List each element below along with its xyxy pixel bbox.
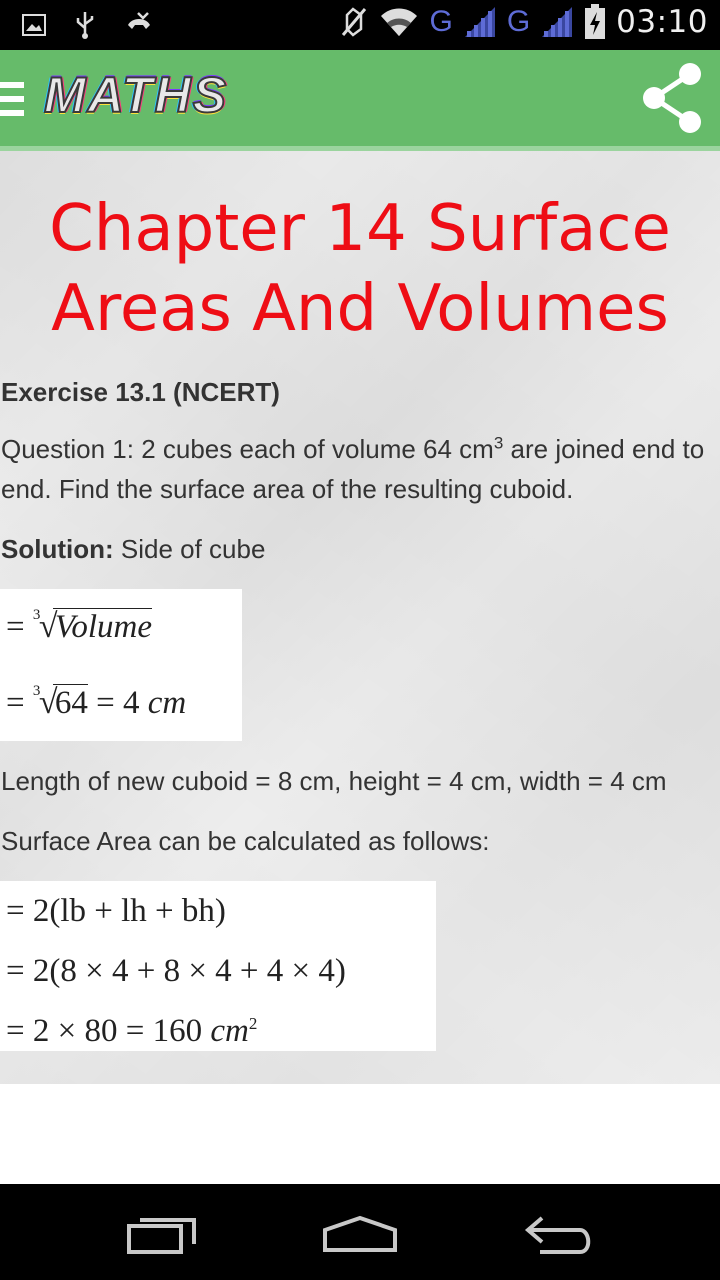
formula-line: = 3 √ 64 = 4 cm [6,683,187,721]
network-type-2: G [506,5,531,38]
network-type-1: G [429,5,453,38]
exercise-heading: Exercise 13.1 (NCERT) [1,377,280,407]
image-icon [22,14,46,36]
empty-area [0,1084,720,1184]
article-content[interactable] [0,151,720,1084]
formula-line: = 2 × 80 = 160 $cm^2$ [6,1013,258,1049]
status-bar [0,0,720,50]
missed-call-icon [124,11,154,39]
question-text: Question 1: 2 cubes each of volume 64 $cm^3$ are joined end to end. Find the surface area of the resulting cuboid. [1,433,705,504]
app-logo: MATHS [44,67,229,123]
back-icon[interactable] [524,1212,596,1260]
share-icon[interactable] [638,62,706,134]
mute-icon [339,5,369,39]
wifi-icon [379,6,419,38]
surface-area-intro: Surface Area can be calculated as follows: [1,826,490,856]
formula-line: = 3 √ Volume [6,607,153,645]
navigation-bar [0,1184,720,1280]
chapter-title: Chapter 14 Surface Areas And Volumes [49,192,671,346]
solution-text: Solution: Side of cube [1,534,266,564]
hamburger-icon[interactable] [0,82,24,118]
formula-line: = 2(lb + lh + bh) [6,893,226,929]
solution-label: Solution: [1,534,114,564]
home-icon[interactable] [322,1214,398,1254]
formula-image-surface-area [0,881,436,1051]
formula-line: = 2(8 × 4 + 8 × 4 + 4 × 4) [6,953,346,989]
clock: 03:10 [616,4,708,40]
battery-charging-icon [584,4,606,40]
signal-icon [540,5,574,39]
app-bar [0,50,720,151]
dimensions-text: Length of new cuboid = 8 cm, height = 4 cm, width = 4 cm [1,766,667,796]
recent-apps-icon[interactable] [126,1216,198,1256]
formula-image-side [0,589,242,741]
usb-icon [74,10,96,40]
signal-icon [463,5,497,39]
